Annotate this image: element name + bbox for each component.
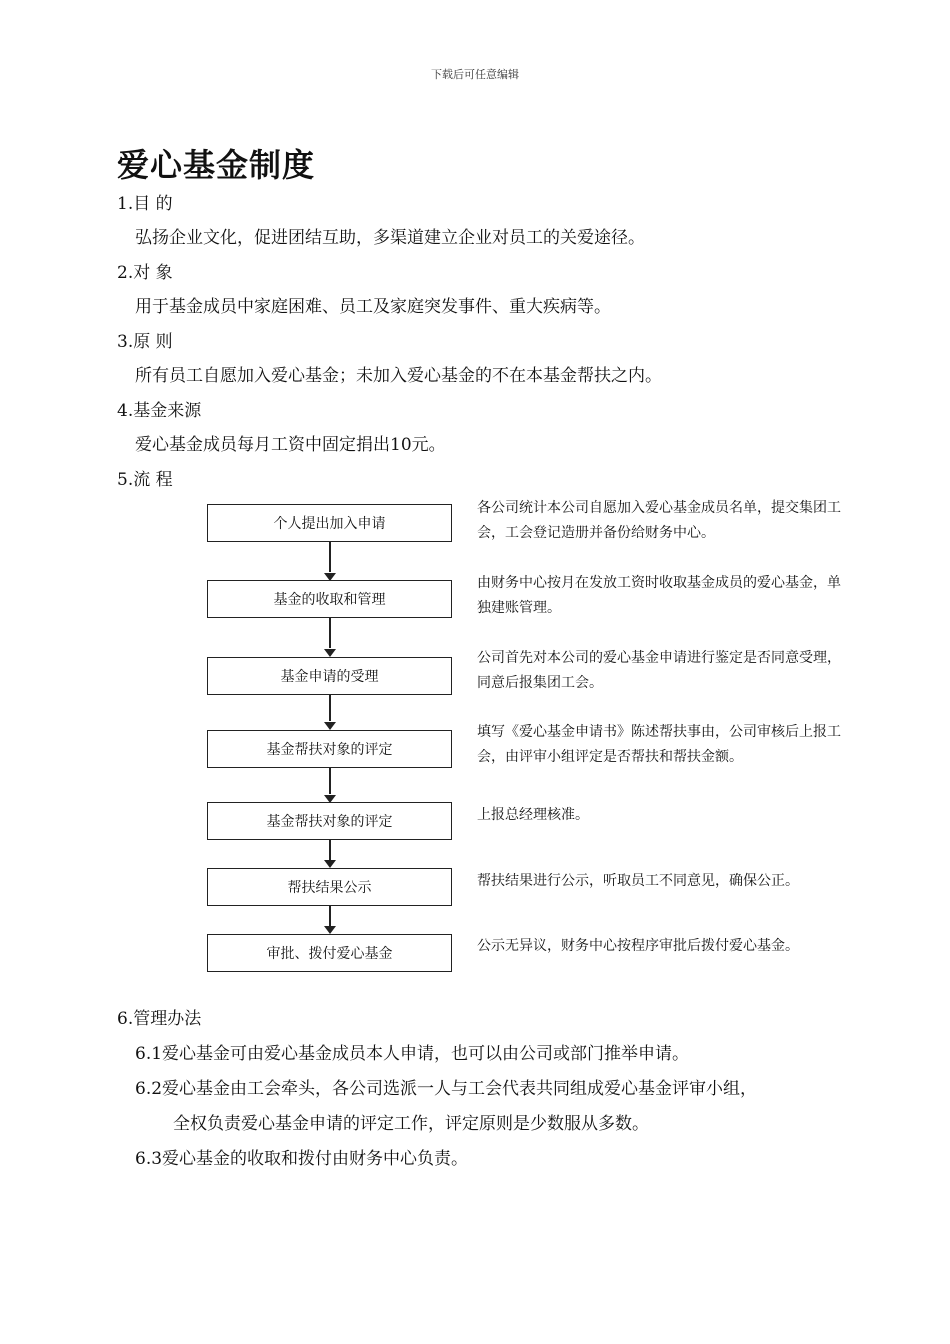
section-3-text: 所有员工自愿加入爱心基金；未加入爱心基金的不在本基金帮扶之内。 xyxy=(135,366,662,386)
flow-note: 各公司统计本公司自愿加入爱心基金成员名单，提交集团工会，工会登记造册并备份给财务中心。 xyxy=(477,500,841,541)
flow-connector xyxy=(329,840,331,860)
section-1-heading: 1.目 的 xyxy=(117,194,173,214)
management-item: 6.3爱心基金的收取和拨付由财务中心负责。 xyxy=(135,1149,469,1169)
flow-arrow-icon xyxy=(324,722,336,730)
flow-step: 基金帮扶对象的评定 xyxy=(207,730,452,768)
management-item: 6.2爱心基金由工会牵头，各公司选派一人与工会代表共同组成爱心基金评审小组， xyxy=(135,1079,758,1099)
flow-connector xyxy=(329,695,331,721)
section-4-text: 爱心基金成员每月工资中固定捐出10元。 xyxy=(135,435,446,455)
flow-connector xyxy=(329,618,331,648)
flow-step: 帮扶结果公示 xyxy=(207,868,452,906)
flow-note: 公司首先对本公司的爱心基金申请进行鉴定是否同意受理，同意后报集团工会。 xyxy=(477,650,841,691)
section-6-heading: 6.管理办法 xyxy=(117,1009,202,1029)
flow-arrow-icon xyxy=(324,649,336,657)
management-item: 6.1爱心基金可由爱心基金成员本人申请，也可以由公司或部门推举申请。 xyxy=(135,1044,690,1064)
flow-step: 审批、拨付爱心基金 xyxy=(207,934,452,972)
flow-note: 由财务中心按月在发放工资时收取基金成员的爱心基金，单独建账管理。 xyxy=(477,575,841,616)
section-3-heading: 3.原 则 xyxy=(117,332,173,352)
flow-arrow-icon xyxy=(324,860,336,868)
section-1-text: 弘扬企业文化，促进团结互助，多渠道建立企业对员工的关爱途径。 xyxy=(135,228,645,248)
flow-note: 填写《爱心基金申请书》陈述帮扶事由，公司审核后上报工会，由评审小组评定是否帮扶和帮扶金额。 xyxy=(477,724,841,765)
flow-note: 帮扶结果进行公示，听取员工不同意见，确保公正。 xyxy=(477,873,799,889)
flow-note: 公示无异议，财务中心按程序审批后拨付爱心基金。 xyxy=(477,938,799,954)
flow-step: 个人提出加入申请 xyxy=(207,504,452,542)
section-5-heading: 5.流 程 xyxy=(117,470,173,490)
page-header: 下载后可任意编辑 xyxy=(431,68,519,81)
section-2-heading: 2.对 象 xyxy=(117,263,173,283)
flow-step: 基金的收取和管理 xyxy=(207,580,452,618)
flow-connector xyxy=(329,542,331,572)
flow-connector xyxy=(329,906,331,926)
section-4-heading: 4.基金来源 xyxy=(117,401,202,421)
flow-step: 基金帮扶对象的评定 xyxy=(207,802,452,840)
flow-arrow-icon xyxy=(324,926,336,934)
section-2-text: 用于基金成员中家庭困难、员工及家庭突发事件、重大疾病等。 xyxy=(135,297,611,317)
flow-note: 上报总经理核准。 xyxy=(477,807,589,823)
flow-connector xyxy=(329,768,331,794)
flow-step: 基金申请的受理 xyxy=(207,657,452,695)
management-item-continuation: 全权负责爱心基金申请的评定工作，评定原则是少数服从多数。 xyxy=(173,1114,649,1134)
page-title: 爱心基金制度 xyxy=(117,146,316,184)
